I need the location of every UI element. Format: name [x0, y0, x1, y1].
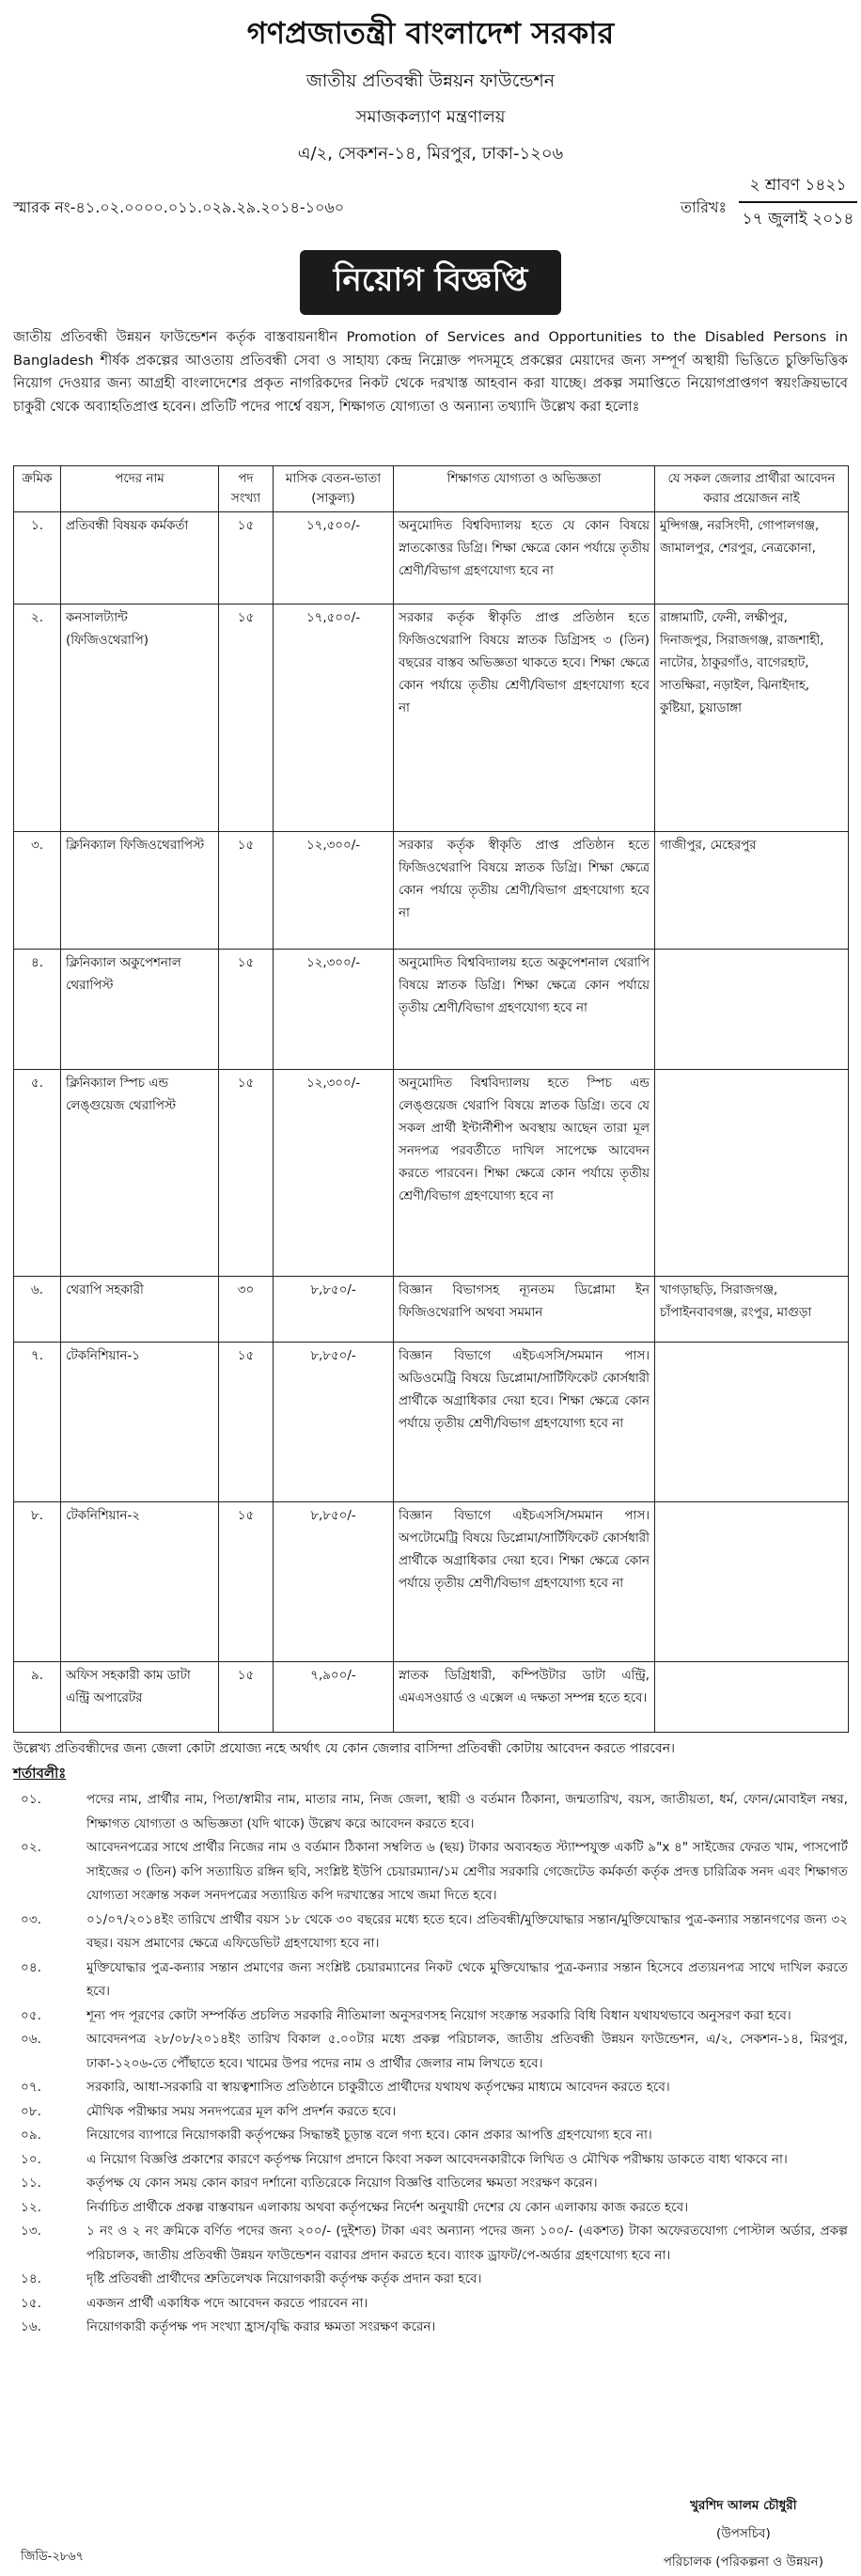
org-name: জাতীয় প্রতিবন্ধী উন্নয়ন ফাউন্ডেশন: [305, 71, 556, 91]
condition-number: ০৬.: [21, 2032, 41, 2047]
row-serial: ৮.: [14, 1502, 61, 1662]
row-salary: ৮,৮৫০/-: [274, 1343, 394, 1502]
table-row: [14, 1343, 849, 1502]
row-post: ক্লিনিক্যাল স্পিচ এন্ড লেঙ্গুয়েজ থেরাপিস্ট: [61, 1070, 219, 1277]
row-salary: ১৭,৫০০/-: [274, 512, 394, 605]
condition-text: নিয়োগের ব্যাপারে নিয়োগকারী কর্তৃপক্ষের সিদ্ধান্তই চূড়ান্ত বলে গণ্য হবে। কোন প্রকার আপত্তি গ্রহণযোগ্য হবে না।: [86, 2128, 652, 2143]
row-post: ক্লিনিক্যাল অকুপেশনাল থেরাপিস্ট: [61, 950, 219, 1070]
row-count: ১৫: [219, 1070, 274, 1277]
condition-text: আবেদনপত্র ২৮/০৮/২০১৪ইং তারিখ বিকাল ৫.০০টার মধ্যে প্রকল্প পরিচালক, জাতীয় প্রতিবন্ধী উন্নয়ন ফাউন্ডেশন, এ/২, সেকশন-১৪, মিরপুর, ঢাকা-১২০৬-তে পৌঁছাতে হবে। খামের উপর পদের নাম ও প্রার্থীর জেলার নাম লিখতে হবে।: [86, 2032, 848, 2071]
condition-number: ০৮.: [21, 2103, 41, 2119]
date-bangla: ২ শ্রাবণ ১৪২১: [739, 169, 857, 203]
list-item: [13, 2004, 848, 2029]
posts-table: [13, 465, 849, 1733]
row-post: কনসালট্যান্ট (ফিজিওথেরাপি): [61, 605, 219, 832]
list-item: [13, 2292, 848, 2317]
row-districts: মুন্সিগঞ্জ, নরসিংদী, গোপালগঞ্জ, জামালপুর, শেরপুর, নেত্রকোনা,: [655, 512, 849, 605]
row-districts: [655, 1662, 849, 1733]
col-qualification: শিক্ষাগত যোগ্যতা ও অভিজ্ঞতা: [394, 466, 655, 512]
list-item: [13, 2172, 848, 2196]
row-districts: [655, 1343, 849, 1502]
condition-number: ১৩.: [21, 2223, 41, 2238]
row-salary: ৭,৯০০/-: [274, 1662, 394, 1733]
row-qualification: বিজ্ঞান বিভাগে এইচএসসি/সমমান পাস। অপটোমেট্রি বিষয়ে ডিপ্লোমা/সার্টিফিকেট কোর্সধারী প্রার্থীকে অগ্রাধিকার দেয়া হবে। শিক্ষা ক্ষেত্রে কোন পর্যায়ে তৃতীয় শ্রেণী/বিভাগ গ্রহণযোগ্য হবে না: [394, 1502, 655, 1662]
condition-text: সরকারি, আধা-সরকারি বা স্বায়ত্বশাসিত প্রতিষ্ঠানে চাকুরীতে প্রার্থীদের যথাযথ কর্তৃপক্ষের মাধ্যমে আবেদন করতে হবে।: [86, 2080, 670, 2095]
row-count: ১৫: [219, 512, 274, 605]
date-english: ১৭ জুলাই ২০১৪: [742, 210, 854, 228]
row-count: ১৫: [219, 1502, 274, 1662]
conditions-heading: শর্তাবলীঃ: [13, 1765, 67, 1782]
row-serial: ৯.: [14, 1662, 61, 1733]
row-count: ১৫: [219, 950, 274, 1070]
list-item: [13, 1956, 848, 2004]
row-serial: ৭.: [14, 1343, 61, 1502]
list-item: [13, 2124, 848, 2148]
row-qualification: সরকার কর্তৃক স্বীকৃতি প্রাপ্ত প্রতিষ্ঠান হতে ফিজিওথেরাপি বিষয়ে স্নাতক ডিগ্রি। শিক্ষা ক্ষেত্রে কোন পর্যায়ে তৃতীয় শ্রেণী/বিভাগ গ্রহণযোগ্য হবে না: [394, 832, 655, 950]
row-serial: ৬.: [14, 1277, 61, 1343]
row-districts: [655, 1070, 849, 1277]
row-qualification: অনুমোদিত বিশ্ববিদ্যালয় হতে অকুপেশনাল থেরাপি বিষয়ে স্নাতক ডিগ্রি। শিক্ষা ক্ষেত্রে কোন পর্যায়ে তৃতীয় শ্রেণী/বিভাগ গ্রহণযোগ্য হবে না: [394, 950, 655, 1070]
condition-text: ১ নং ও ২ নং ক্রমিকে বর্ণিত পদের জন্য ২০০/- (দুইশত) টাকা এবং অন্যান্য পদের জন্য ১০০/- (একশত) টাকা অফেরতযোগ্য পোস্টাল অর্ডার, প্রকল্প পরিচালক, জাতীয় প্রতিবন্ধী উন্নয়ন ফাউন্ডেশন বরাবর প্রদান করতে হবে। ব্যাংক ড্রাফট/পে-অর্ডার গ্রহণযোগ্য হবে না।: [86, 2223, 848, 2263]
row-post: প্রতিবন্ধী বিষয়ক কর্মকর্তা: [61, 512, 219, 605]
table-row: [14, 1070, 849, 1277]
row-count: ১৫: [219, 1662, 274, 1733]
conditions-list: [13, 1788, 848, 2340]
condition-text: এ নিয়োগ বিজ্ঞপ্তি প্রকাশের কারণে কর্তৃপক্ষ নিয়োগ প্রদানে কিংবা সকল আবেদনকারীকে লিখিত ও মৌখিক পরীক্ষায় ডাকতে বাধ্য থাকবে না।: [86, 2151, 788, 2167]
date-block: [739, 169, 857, 235]
list-item: [13, 1788, 848, 1836]
row-post: টেকনিশিয়ান-১: [61, 1343, 219, 1502]
letterhead: [13, 9, 848, 169]
condition-text: আবেদনপত্রের সাথে প্রার্থীর নিজের নাম ও বর্তমান ঠিকানা সম্বলিত ৬ (ছয়) টাকার অব্যবহৃত স্ট্যাম্পযুক্ত একটি ৯"x ৪" সাইজের ফেরত খাম, পাসপোর্ট সাইজের ৩ (তিন) কপি সত্যায়িত রঙ্গিন ছবি, সংশ্লিষ্ট ইউপি চেয়ারম্যান/১ম শ্রেণীর সরকারি গেজেটেড কর্মকর্তা কর্তৃক প্রদত্ত চারিত্রিক সনদ এবং শিক্ষাগত যোগ্যতা সংক্রান্ত সকল সনদপত্রের সত্যায়িত কপি দরখাস্তের সাথে জমা দিতে হবে।: [86, 1840, 848, 1903]
table-row: [14, 1502, 849, 1662]
condition-text: মৌখিক পরীক্ষার সময় সনদপত্রের মূল কপি প্রদর্শন করতে হবে।: [86, 2103, 397, 2119]
intro-paragraph: জাতীয় প্রতিবন্ধী উন্নয়ন ফাউন্ডেশন কর্তৃক বাস্তবায়নাধীন Promotion of Services and Opportunities to the Disabled Persons in Bangladesh শীর্ষক প্রকল্পের আওতায় প্রতিবন্ধী সেবা ও সাহায্য কেন্দ্র নিম্নোক্ত পদসমূহে প্রকল্পের মেয়াদের জন্য সম্পূর্ণ অস্থায়ী ভিত্তিতে চুক্তিভিত্তিক নিয়োগ দেওয়ার জন্য আগ্রহী বাংলাদেশের প্রকৃত নাগরিকদের নিকট থেকে দরখাস্ত আহবান করা যাচ্ছে। প্রকল্প সমাপ্তিতে নিয়োগপ্রাপ্তগণ স্বয়ংক্রিয়ভাবে চাকুরী থেকে অব্যাহতিপ্রাপ্ত হবেন। প্রতিটি পদের পার্শ্বে বয়স, শিক্ষাগত যোগ্যতা ও অন্যান্য তথ্যাদি উল্লেখ করা হলোঃ: [13, 329, 848, 415]
condition-number: ০১.: [21, 1792, 41, 1807]
row-salary: ১২,৩০০/-: [274, 832, 394, 950]
row-salary: ৮,৮৫০/-: [274, 1502, 394, 1662]
row-post: ক্লিনিক্যাল ফিজিওথেরাপিস্ট: [61, 832, 219, 950]
col-post-count: পদ সংখ্যা: [219, 466, 274, 512]
list-item: [13, 1908, 848, 1956]
list-item: [13, 2268, 848, 2292]
row-qualification: সরকার কর্তৃক স্বীকৃতি প্রাপ্ত প্রতিষ্ঠান হতে ফিজিওথেরাপি বিষয়ে স্নাতক ডিগ্রিসহ ৩ (তিন) বছরের বাস্তব অভিজ্ঞতা থাকতে হবে। শিক্ষা ক্ষেত্রে কোন পর্যায়ে তৃতীয় শ্রেণী/বিভাগ গ্রহণযোগ্য হবে না: [394, 605, 655, 832]
notice-page: [0, 9, 861, 2575]
condition-number: ১৬.: [21, 2319, 41, 2334]
row-salary: ১২,৩০০/-: [274, 1070, 394, 1277]
list-item: [13, 2100, 848, 2125]
row-count: ১৫: [219, 605, 274, 832]
table-row: [14, 950, 849, 1070]
condition-number: ০৫.: [21, 2007, 41, 2023]
table-header-row: [14, 466, 849, 512]
signatory-rank: (উপসচিব): [715, 2526, 771, 2541]
signature-block: [664, 2491, 823, 2576]
col-serial: ক্রমিক: [14, 466, 61, 512]
row-qualification: অনুমোদিত বিশ্ববিদ্যালয় হতে স্পিচ এন্ড লেঙ্গুয়েজ থেরাপি বিষয়ে স্নাতক ডিগ্রি। তবে যে সকল প্রার্থী ইন্টার্নীশীপ অবস্থায় আছেন তারা মূল সনদপত্র পরবর্তীতে দাখিল সাপেক্ষে আবেদন করতে পারবেন। শিক্ষা ক্ষেত্রে কোন পর্যায়ে তৃতীয় শ্রেণী/বিভাগ গ্রহণযোগ্য হবে না: [394, 1070, 655, 1277]
list-item: [13, 2220, 848, 2268]
col-post-name: পদের নাম: [61, 466, 219, 512]
table-row: [14, 1662, 849, 1733]
condition-number: ০৩.: [21, 1911, 41, 1927]
condition-number: ০৯.: [21, 2128, 41, 2143]
condition-number: ১৪.: [21, 2271, 41, 2286]
row-count: ১৫: [219, 832, 274, 950]
list-item: [13, 2076, 848, 2100]
row-districts: রাঙ্গামাটি, ফেনী, লক্ষীপুর, দিনাজপুর, সিরাজগঞ্জ, রাজশাহী, নাটোর, ঠাকুরগাঁও, বাগেরহাট, সাতক্ষিরা, নড়াইল, ঝিনাইদাহ, কুষ্টিয়া, চুয়াডাঙ্গা: [655, 605, 849, 832]
row-qualification: বিজ্ঞান বিভাগসহ ন্যূনতম ডিপ্লোমা ইন ফিজিওথেরাপি অথবা সমমান: [394, 1277, 655, 1343]
date-label: তারিখঃ: [681, 198, 728, 216]
row-serial: ৪.: [14, 950, 61, 1070]
row-districts: গাজীপুর, মেহেরপুর: [655, 832, 849, 950]
list-item: [13, 2148, 848, 2173]
row-serial: ৩.: [14, 832, 61, 950]
row-qualification: অনুমোদিত বিশ্ববিদ্যালয় হতে যে কোন বিষয়ে স্নাতকোত্তর ডিগ্রি। শিক্ষা ক্ষেত্রে কোন পর্যায়ে তৃতীয় শ্রেণী/বিভাগ গ্রহণযোগ্য হবে না: [394, 512, 655, 605]
row-districts: খাগড়াছড়ি, সিরাজগঞ্জ, চাঁপাইনবাবগঞ্জ, রংপুর, মাগুড়া: [655, 1277, 849, 1343]
col-salary: মাসিক বেতন-ভাতা (সাকুল্য): [274, 466, 394, 512]
signatory-designation: পরিচালক (পরিকল্পনা ও উন্নয়ন): [663, 2554, 823, 2569]
list-item: [13, 2316, 848, 2340]
district-quota-note: উল্লেখ্য প্রতিবন্ধীদের জন্য জেলা কোটা প্রযোজ্য নহে অর্থাৎ যে কোন জেলার বাসিন্দা প্রতিবন্ধী কোটায় আবেদন করতে পারবেন।: [13, 1741, 676, 1756]
condition-number: ১০.: [21, 2151, 41, 2167]
condition-number: ০৪.: [21, 1959, 41, 1975]
row-serial: ৫.: [14, 1070, 61, 1277]
condition-text: দৃষ্টি প্রতিবন্ধী প্রার্থীদের শ্রুতিলেখক নিয়োগকারী কর্তৃপক্ষ কর্তৃক প্রদান করা হবে।: [86, 2271, 482, 2286]
condition-text: ০১/০৭/২০১৪ইং তারিখে প্রার্থীর বয়স ১৮ থেকে ৩০ বছরের মধ্যে হতে হবে। প্রতিবন্ধী/মুক্তিযোদ্ধার সন্তান/মুক্তিযোদ্ধার পুত্র-কন্যার সন্তানগণের জন্য ৩২ বছর। বয়স প্রমাণের ক্ষেত্রে এফিডেভিট গ্রহণযোগ্য হবে না।: [86, 1911, 848, 1951]
table-row: [14, 832, 849, 950]
table-row: [14, 1277, 849, 1343]
condition-number: ১২.: [21, 2199, 41, 2215]
govt-title: গণপ্রজাতন্ত্রী বাংলাদেশ সরকার: [246, 15, 615, 51]
row-salary: ১২,৩০০/-: [274, 950, 394, 1070]
ministry-name: সমাজকল্যাণ মন্ত্রণালয়: [355, 107, 506, 127]
row-count: ১৫: [219, 1343, 274, 1502]
table-row: [14, 512, 849, 605]
condition-text: পদের নাম, প্রার্থীর নাম, পিতা/স্বামীর নাম, মাতার নাম, নিজ জেলা, স্থায়ী ও বর্তমান ঠিকানা, জন্মতারিখ, বয়স, জাতীয়তা, ধর্ম, ফোন/মোবাইল নম্বর, শিক্ষাগত যোগ্যতা ও অভিজ্ঞতা (যদি থাকে) উল্লেখ করে আবেদন করতে হবে।: [86, 1792, 848, 1831]
condition-text: মুক্তিযোদ্ধার পুত্র-কন্যার সন্তান প্রমাণের জন্য সংশ্লিষ্ট চেয়ারম্যানের নিকট থেকে মুক্তিযোদ্ধার পুত্র-কন্যার সন্তান হিসেবে প্রত্যয়নপত্র সাথে দাখিল করতে হবে।: [86, 1959, 848, 1999]
row-post: টেকনিশিয়ান-২: [61, 1502, 219, 1662]
row-post: অফিস সহকারী কাম ডাটা এন্ট্রি অপারেটর: [61, 1662, 219, 1733]
row-qualification: বিজ্ঞান বিভাগে এইচএসসি/সমমান পাস। অডিওমেট্রি বিষয়ে ডিপ্লোমা/সার্টিফিকেট কোর্সধারী প্রার্থীকে অগ্রাধিকার দেয়া হবে। শিক্ষা ক্ষেত্রে কোন পর্যায়ে তৃতীয় শ্রেণী/বিভাগ গ্রহণযোগ্য হবে না: [394, 1343, 655, 1502]
condition-text: একজন প্রার্থী একাধিক পদে আবেদন করতে পারবেন না।: [86, 2295, 368, 2311]
col-excluded-districts: যে সকল জেলার প্রার্থীরা আবেদন করার প্রয়োজন নাই: [655, 466, 849, 512]
condition-text: নিয়োগকারী কর্তৃপক্ষ পদ সংখ্যা হ্রাস/বৃদ্ধি করার ক্ষমতা সংরক্ষণ করেন।: [86, 2319, 436, 2334]
row-count: ৩০: [219, 1277, 274, 1343]
condition-number: ১৫.: [21, 2295, 41, 2311]
list-item: [13, 2028, 848, 2076]
row-salary: ১৭,৫০০/-: [274, 605, 394, 832]
condition-number: ১১.: [21, 2175, 41, 2191]
condition-text: শূন্য পদ পূরণের কোটা সম্পর্কিত প্রচলিত সরকারি নীতিমালা অনুসরণসহ নিয়োগ সংক্রান্ত সরকারি বিধি বিধান যথাযথভাবে অনুসরণ করা হবে।: [86, 2007, 791, 2023]
condition-number: ০২.: [21, 1840, 41, 1855]
row-qualification: স্নাতক ডিগ্রিধারী, কম্পিউটার ডাটা এন্ট্রি, এমএসওয়ার্ড ও এক্সেল এ দক্ষতা সম্পন্ন হতে হবে।: [394, 1662, 655, 1733]
table-row: [14, 605, 849, 832]
office-address: এ/২, সেকশন-১৪, মিরপুর, ঢাকা-১২০৬: [297, 144, 564, 164]
memo-number: স্মারক নং-৪১.০২.০০০০.০১১.০২৯.২৯.২০১৪-১০৬০: [13, 198, 345, 216]
reference-row: [13, 169, 854, 244]
row-districts: [655, 950, 849, 1070]
row-post: থেরাপি সহকারী: [61, 1277, 219, 1343]
row-districts: [655, 1502, 849, 1662]
condition-text: কর্তৃপক্ষ যে কোন সময় কোন কারণ দর্শানো ব্যতিরেকে নিয়োগ বিজ্ঞপ্তি বাতিলের ক্ষমতা সংরক্ষণ করেন।: [86, 2175, 598, 2191]
row-salary: ৮,৮৫০/-: [274, 1277, 394, 1343]
row-serial: ১.: [14, 512, 61, 605]
condition-text: নির্বাচিত প্রার্থীকে প্রকল্প বাস্তবায়ন এলাকায় অথবা কর্তৃপক্ষের নির্দেশ অনুযায়ী দেশের যে কোন এলাকায় কাজ করতে হবে।: [86, 2199, 689, 2215]
condition-number: ০৭.: [21, 2080, 41, 2095]
gd-code: জিডি-২৮৬৭: [21, 2550, 85, 2564]
list-item: [13, 2196, 848, 2221]
row-serial: ২.: [14, 605, 61, 832]
list-item: [13, 1836, 848, 1908]
signatory-name: খুরশিদ আলম চৌধুরী: [690, 2498, 797, 2513]
notice-title: নিয়োগ বিজ্ঞপ্তি: [300, 250, 562, 315]
